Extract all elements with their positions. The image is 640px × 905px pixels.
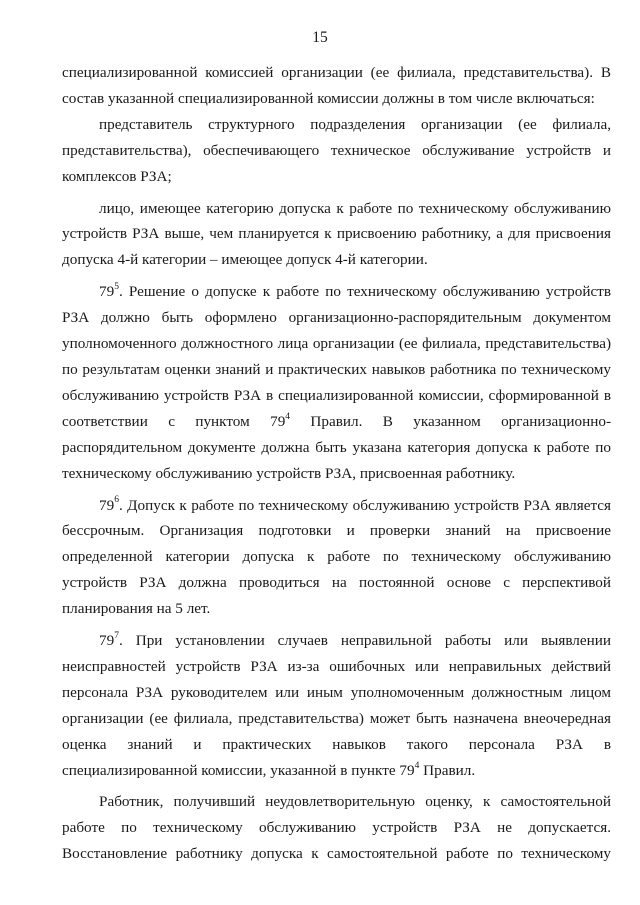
page-number: 15 (312, 29, 328, 46)
paragraph-text: лицо, имеющее категорию допуска к работе по техническому обслуживанию устройств РЗА выше, чем планируется к присвоению работнику, а для присвоения допуска 4-й категории – имеющее допуск 4-й категории. (62, 199, 611, 269)
clause-number: 79 (99, 496, 115, 514)
clause-superscript: 7 (114, 630, 119, 641)
paragraph-text: представитель структурного подразделения организации (ее филиала, представительства), обеспечивающего техническое обслуживание устройств и комплексов РЗА; (62, 115, 611, 185)
clause-text: . При установлении случаев неправильной работы или выявлении неисправностей устройств РЗА из-за ошибочных или неправильных действий персонала РЗА руководителем или иным уполномоченным должностным лицом организации (ее филиала, представительства) может быть назначена внеочередная оценка знаний и практических навыков такого персонала РЗА в специализированной комиссии, указанной в пункте 79 (62, 632, 611, 779)
paragraph-person-with-category (62, 196, 611, 274)
reference-superscript: 4 (414, 760, 420, 771)
clause-text-continued: Правил. (419, 761, 476, 779)
paragraph-commission-composition (62, 60, 611, 112)
paragraph-text: Работник, получивший неудовлетворительную оценку, к самостоятельной работе по техническому обслуживанию устройств РЗА не допускается. Восстановление работнику допуска к самостоятельной работе по техническому (62, 793, 611, 863)
reference-superscript: 4 (285, 411, 291, 422)
document-body (62, 60, 611, 867)
paragraph-representative (62, 112, 611, 190)
paragraph-text: специализированной комиссией организации (ее филиала, представительства). В состав указанной специализированной комиссии должны в том числе включаться: (62, 64, 611, 107)
clause-text: . Решение о допуске к работе по техническому обслуживанию устройств РЗА должно быть оформлено организационно-распорядительным документом уполномоченного должностного лица организации (ее филиала, представительства) по результатам оценки знаний и практических навыков работника по техническому обслуживанию устройств РЗА в специализированной комиссии, сформированной в соответствии с пунктом 79 (62, 283, 611, 430)
paragraph-unsatisfactory-assessment (62, 789, 611, 867)
clause-text-continued: Правил. В указанном организационно-распорядительном документе должна быть указана категория допуска к работе по техническому обслуживанию устройств РЗА, присвоенная работнику. (62, 412, 612, 482)
clause-superscript: 6 (114, 495, 119, 506)
clause-79-6 (62, 493, 611, 623)
clause-79-5 (62, 279, 611, 486)
clause-text: . Допуск к работе по техническому обслуживанию устройств РЗА является бессрочным. Организация подготовки и проверки знаний на присвоение определенной категории допуска к работе по техническому обслуживанию устройств РЗА должна проводиться на постоянной основе с перспективой планирования на 5 лет. (62, 496, 611, 618)
clause-number: 79 (99, 632, 115, 650)
clause-number: 79 (99, 283, 115, 301)
clause-79-7 (62, 628, 611, 783)
clause-superscript: 5 (114, 282, 119, 293)
